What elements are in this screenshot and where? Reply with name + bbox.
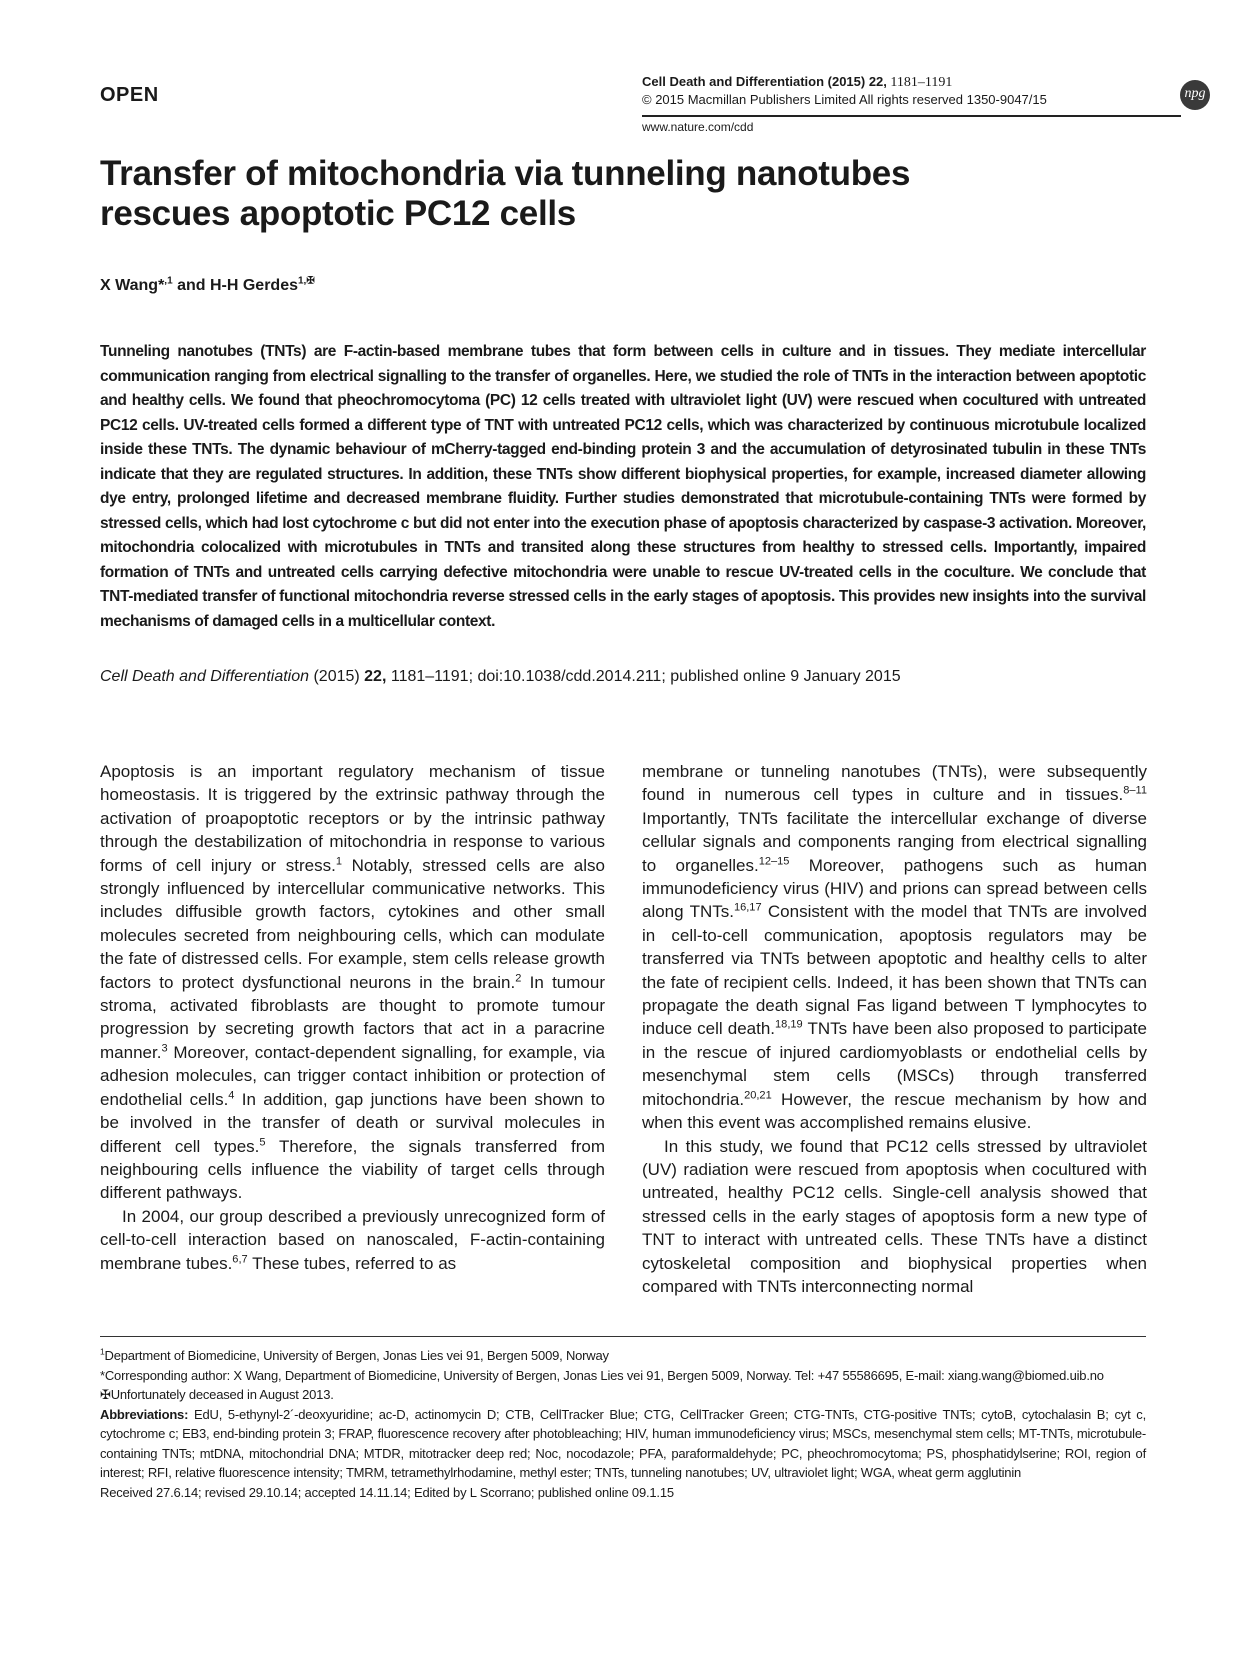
- text-run: Therefore, the signals transferred from neighbouring cells influence the viability of target cells through different pathways.: [100, 1136, 605, 1203]
- journal-website-link[interactable]: www.nature.com/cdd: [642, 120, 754, 134]
- citation-year: (2015): [309, 668, 365, 685]
- copyright-line: © 2015 Macmillan Publishers Limited All rights reserved 1350-9047/15: [642, 92, 1047, 107]
- reference-link[interactable]: 8–11: [1123, 784, 1147, 797]
- journal-citation-line: [642, 73, 1047, 91]
- body-paragraph: [642, 760, 1147, 1135]
- body-column-right: [642, 760, 1147, 1298]
- author-2: and H-H Gerdes: [172, 277, 298, 294]
- reference-link[interactable]: 5: [259, 1135, 266, 1148]
- text-run: In addition, gap junctions have been shown to be involved in the transfer of death or survival molecules in different cell types.: [100, 1089, 605, 1156]
- text-run: TNTs have been also proposed to participate in the rescue of injured cardiomyoblasts or endothelial cells by mesenchymal stem cells (MSCs) through transferred mitochondria.: [642, 1019, 1147, 1109]
- affiliation-text: Department of Biomedicine, University of Bergen, Jonas Lies vei 91, Bergen 5009, Norway: [104, 1348, 609, 1363]
- author-1-affiliation: ,1: [164, 275, 173, 287]
- body-paragraph: [100, 1205, 605, 1275]
- citation-details: 1181–1191; doi:10.1038/cdd.2014.211; published online 9 January 2015: [386, 668, 901, 685]
- reference-link[interactable]: 18,19: [775, 1018, 803, 1031]
- abbreviations-footnote: [100, 1405, 1146, 1483]
- header-rule: [642, 115, 1181, 117]
- reference-link[interactable]: 2: [515, 972, 522, 984]
- received-footnote: Received 27.6.14; revised 29.10.14; accepted 14.11.14; Edited by L Scorrano; published online 09.1.15: [100, 1484, 674, 1500]
- text-run: Apoptosis is an important regulatory mechanism of tissue homeostasis. It is triggered by the extrinsic pathway through the activation of proapoptotic receptors or by the intrinsic pathway through the destabilization of mitochondria in response to various forms of cell injury or stress.: [100, 762, 605, 875]
- body-paragraph: In this study, we found that PC12 cells stressed by ultraviolet (UV) radiation were rescued from apoptosis when cocultured with untreated, healthy PC12 cells. Single-cell analysis showed that stressed cells in the early stages of apoptosis form a new type of TNT to interact with untreated cells. These TNTs have a distinct cytoskeletal composition and biophysical properties when compared with TNTs interconnecting normal: [642, 1136, 1147, 1296]
- reference-link[interactable]: 20,21: [744, 1089, 772, 1102]
- open-access-label: OPEN: [100, 84, 159, 106]
- journal-name: Cell Death and Differentiation (2015) 22,: [642, 74, 887, 89]
- author-2-affiliation: 1,✠: [298, 275, 315, 287]
- title-line-1: Transfer of mitochondria via tunneling nanotubes: [100, 154, 911, 193]
- citation-volume: 22,: [364, 668, 387, 685]
- body-column-left: [100, 760, 605, 1275]
- affiliation-footnote: [100, 1346, 1146, 1366]
- text-run: Moreover, contact-dependent signalling, for example, via adhesion molecules, can trigger contact inhibition or protection of endothelial cells.: [100, 1042, 605, 1109]
- text-run: In tumour stroma, activated fibroblasts are thought to promote tumour progression by secreting growth factors that act in a paracrine manner.: [100, 972, 605, 1062]
- reference-link[interactable]: 12–15: [758, 854, 790, 867]
- text-run: Consistent with the model that TNTs are involved in cell-to-cell communication, apoptosis regulators may be transferred via TNTs between apoptotic and healthy cells to alter the fate of recipient cells. Indeed, it has been shown that TNTs can propagate the death signal Fas ligand between T lymphocytes to induce cell death.: [642, 902, 1147, 1039]
- title-line-2: rescues apoptotic PC12 cells: [100, 194, 576, 233]
- text-run: membrane or tunneling nanotubes (TNTs), were subsequently found in numerous cell types in culture and in tissues.: [642, 762, 1147, 805]
- reference-link[interactable]: 4: [228, 1089, 235, 1102]
- reference-link[interactable]: 16,17: [733, 901, 762, 914]
- text-run: Moreover, pathogens such as human immunodeficiency virus (HIV) and prions can spread between cells along TNTs.: [642, 855, 1148, 922]
- citation-journal: Cell Death and Differentiation: [100, 668, 310, 685]
- affiliation-marker: 1: [100, 1346, 105, 1357]
- article-title: [100, 154, 1140, 234]
- abstract: Tunneling nanotubes (TNTs) are F-actin-based membrane tubes that form between cells in culture and in tissues. They mediate intercellular communication ranging from electrical signalling to the transfer of organelles. Here, we studied the role of TNTs in the interaction between apoptotic and healthy cells. We found that pheochromocytoma (PC) 12 cells treated with ultraviolet light (UV) were rescued when cocultured with untreated PC12 cells. UV-treated cells formed a different type of TNT with untreated PC12 cells, which was characterized by continuous microtubule localized inside these TNTs. The dynamic behaviour of mCherry-tagged end-binding protein 3 and the accumulation of detyrosinated tubulin in these TNTs indicate that they are regulated structures. In addition, these TNTs show different biophysical properties, for example, increased diameter allowing dye entry, prolonged lifetime and decreased membrane fluidity. Further studies demonstrated that microtubule-containing TNTs were formed by stressed cells, which had lost cytochrome c but did not enter into the execution phase of apoptosis characterized by caspase-3 activation. Moreover, mitochondria colocalized with microtubules in TNTs and transited along these structures from healthy to stressed cells. Importantly, impaired formation of TNTs and untreated cells carrying defective mitochondria were unable to rescue UV-treated cells in the coculture. We conclude that TNT-mediated transfer of functional mitochondria reverse stressed cells in the early stages of apoptosis. This provides new insights into the survival mechanisms of damaged cells in a multicellular context.: [100, 343, 1146, 630]
- corresponding-author-footnote: *Corresponding author: X Wang, Department of Biomedicine, University of Bergen, Jonas Lies vei 91, Bergen 5009, Norway. Tel: +47 55586695, E-mail: xiang.wang@biomed.uib.no: [100, 1367, 1104, 1383]
- reference-link[interactable]: 3: [161, 1042, 168, 1055]
- abbreviations-label: Abbreviations:: [100, 1406, 189, 1422]
- reference-link[interactable]: 1: [335, 854, 343, 867]
- text-run: However, the rescue mechanism by how and when this event was accomplished remains elusive.: [642, 1089, 1147, 1133]
- text-run: These tubes, referred to as: [247, 1253, 457, 1273]
- journal-header: [642, 73, 1047, 108]
- deceased-footnote: ✠Unfortunately deceased in August 2013.: [100, 1387, 334, 1402]
- footnote-rule: [100, 1336, 1146, 1337]
- text-run: Importantly, TNTs facilitate the intercellular exchange of diverse cellular signals and components ranging from electrical signalling to organelles.: [642, 808, 1147, 875]
- body-paragraph: [100, 760, 605, 1205]
- npg-logo-icon: npg: [1180, 80, 1210, 110]
- reference-link[interactable]: 6,7: [232, 1252, 248, 1265]
- footnotes: [100, 1346, 1146, 1502]
- text-run: Notably, stressed cells are also strongly influenced by intercellular communicative networks. This includes diffusible growth factors, cytokines and other small molecules secreted from neighbouring cells, which can modulate the fate of distressed cells. For example, stem cells release growth factors to protect dysfunctional neurons in the brain.: [100, 855, 605, 992]
- article-citation: [100, 668, 901, 686]
- text-run: In 2004, our group described a previously unrecognized form of cell-to-cell interaction based on nanoscaled, F-actin-containing membrane tubes.: [100, 1206, 605, 1273]
- author-1: X Wang*: [100, 277, 165, 294]
- journal-pages: 1181–1191: [886, 75, 953, 90]
- abbreviations-text: EdU, 5-ethynyl-2´-deoxyuridine; ac-D, actinomycin D; CTB, CellTracker Blue; CTG, CellTracker Green; CTG-TNTs, CTG-positive TNTs; cytoB, cytochalasin B; cyt c, cytochrome c; EB3, end-binding protein 3; FRAP, fluorescence recovery after photobleaching; HIV, human immunodeficiency virus; MSCs, mesenchymal stem cells; MT-TNTs, microtubule-containing TNTs; mtDNA, mitochondrial DNA; MTDR, mitotracker deep red; Noc, nocodazole; PFA, paraformaldehyde; PC, pheochromocytoma; PS, phosphatidylserine; ROI, region of interest; RFI, relative fluorescence intensity; TMRM, tetramethylrhodamine, methyl ester; TNTs, tunneling nanotubes; UV, ultraviolet light; WGA, wheat germ agglutinin: [100, 1406, 1146, 1480]
- author-list: [100, 277, 315, 295]
